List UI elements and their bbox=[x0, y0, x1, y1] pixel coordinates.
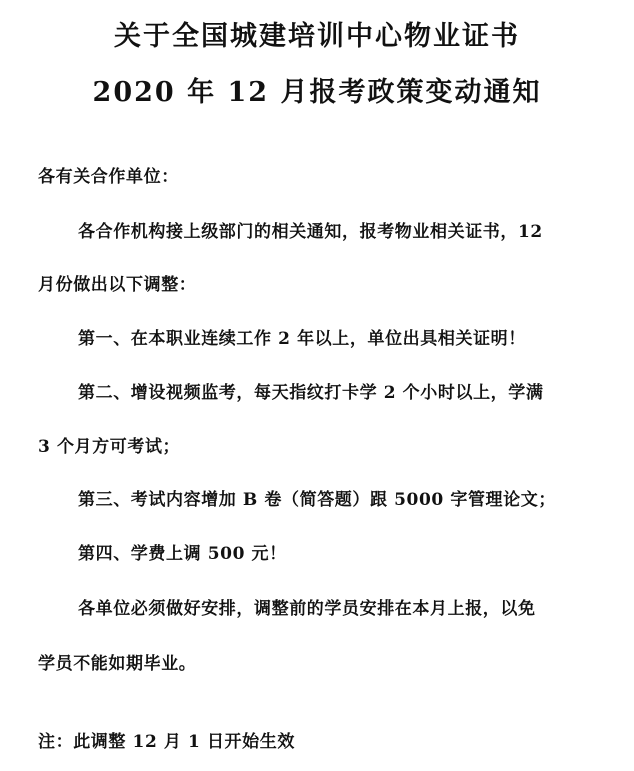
policy-item-second-line-1: 第二、增设视频监考，每天指纹打卡学 2 个小时以上，学满 bbox=[78, 383, 544, 403]
effective-date-note: 注：此调整 12 月 1 日开始生效 bbox=[38, 732, 295, 752]
policy-item-second-line-2: 3 个月方可考试； bbox=[38, 437, 181, 457]
document-title-line-1: 关于全国城建培训中心物业证书 bbox=[114, 21, 520, 52]
document-title-line-2: 2020 年 12 月报考政策变动通知 bbox=[92, 77, 542, 108]
policy-item-third: 第三、考试内容增加 B 卷（简答题）跟 5000 字管理论文； bbox=[78, 490, 556, 510]
policy-item-fourth: 第四、学费上调 500 元！ bbox=[78, 544, 287, 564]
salutation: 各有关合作单位： bbox=[38, 167, 179, 187]
intro-paragraph-line-2: 月份做出以下调整： bbox=[38, 275, 197, 295]
closing-paragraph-line-1: 各单位必须做好安排，调整前的学员安排在本月上报，以免 bbox=[78, 599, 536, 619]
closing-paragraph-line-2: 学员不能如期毕业。 bbox=[38, 654, 197, 674]
policy-item-first: 第一、在本职业连续工作 2 年以上，单位出具相关证明！ bbox=[78, 329, 526, 349]
intro-paragraph-line-1: 各合作机构接上级部门的相关通知，报考物业相关证书，12 bbox=[78, 222, 543, 242]
